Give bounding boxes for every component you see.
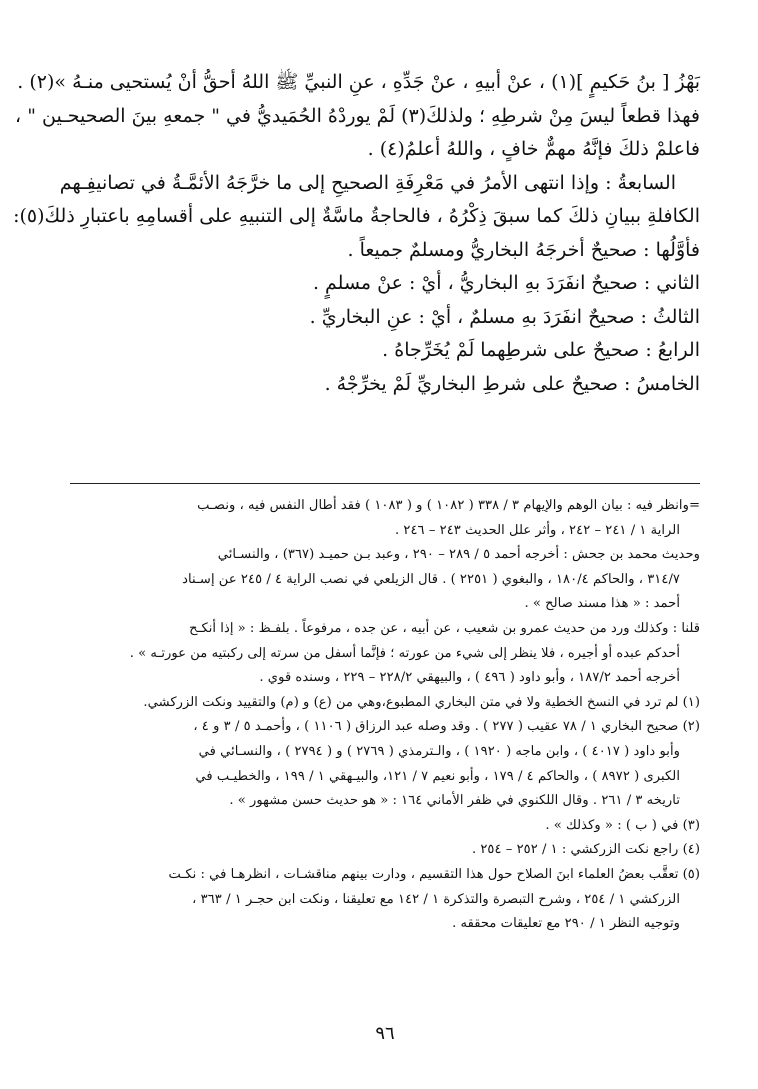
book-page — [13, 66, 700, 1066]
main-line: الثاني : صحيحٌ انفَرَدَ بهِ البخاريُّ ، أيْ : عنْ مسلمٍ . — [312, 272, 700, 294]
main-text — [13, 66, 700, 401]
main-line: فأوَّلُها : صحيحٌ أخرجَهُ البخاريُّ ومسلمٌ جميعاً . — [347, 238, 700, 261]
page-number: ٩٦ — [375, 1023, 395, 1044]
footnote-line: (١) لم ترد في النسخ الخطية ولا في متن البخاري المطبوع،وهي من (ع) و (م) والتقييد ونكت الزركشي. — [143, 694, 700, 710]
footnote-line: الكبرى ( ٨٩٧٢ ) ، والحاكم ٤ / ١٧٩ ، وأبو نعيم ٧ / ١٢١، والبيـهقي ١ / ١٩٩ ، والخطيـب في — [195, 768, 680, 784]
footnote-line: وحديث محمد بن جحش : أخرجه أحمد ٥ / ٢٨٩ – ٢٩٠ ، وعبد بـن حميـد (٣٦٧) ، والنسـائي — [217, 547, 700, 563]
footnote-line: قلنا : وكذلك ورد من حديث عمرو بن شعيب ، عن أبيه ، عن جده ، مرفوعاً . بلفـظ : « إذا أنكـح — [189, 620, 700, 636]
main-line: الكافلةِ ببيانِ ذلكَ كما سبقَ ذِكْرُهُ ، فالحاجةُ ماسَّةٌ إلى التنبيهِ على أقسامِهِ باعتبارِ ذلكَ(٥): — [13, 205, 700, 227]
main-line: بَهْزُ [ بنُ حَكيمٍ ](١) ، عنْ أبيهِ ، عنْ جَدِّهِ ، عنِ النبيِّ ﷺ اللهُ أحقُّ أنْ يُستحيى منـهُ »(٢) . — [17, 71, 700, 93]
main-line: الثالثُ : صحيحٌ انفَرَدَ بهِ مسلمٌ ، أيْ : عنِ البخاريِّ . — [309, 305, 700, 328]
main-line: السابعةُ : وإذا انتهى الأمرُ في مَعْرِفَةِ الصحيحِ إلى ما خرَّجَهُ الأئمَّـةُ في تصانيفِـهم — [59, 171, 676, 194]
footnote-line: الزركشي ١ / ٢٥٤ ، وشرح التبصرة والتذكرة ١ / ١٤٢ مع تعليقنا ، ونكت ابن حجـر ١ / ٣٦٣ ، — [192, 891, 680, 907]
footnote-line: أحمد : « هذا مسند صالح » . — [524, 596, 680, 612]
footnote-line: (٥) تعقَّب بعضُ العلماء ابنَ الصلاح حول هذا التقسيم ، ودارت بينهم مناقشـات ، انظرهـا في : نكـت — [168, 866, 700, 882]
footnote-line: (٣) في ( ب ) : « وكذلك » . — [545, 817, 700, 833]
footnote-line: أخرجه أحمد ١٨٧/٢ ، وأبو داود ( ٤٩٦ ) ، والبيهقي ٢٢٨/٢ – ٢٢٩ ، وسنده قوي . — [259, 670, 680, 686]
main-line: فاعلمْ ذلكَ فإنَّهُ مهمٌّ خافٍ ، واللهُ أعلمُ(٤) . — [367, 138, 700, 160]
footnote-line: (٢) صحيح البخاري ١ / ٧٨ عقيب ( ٢٧٧ ) . وقد وصله عبد الرزاق ( ١١٠٦ ) ، وأحمـد ٥ / ٣ و ٤ ، — [193, 719, 700, 735]
footnotes — [70, 494, 700, 937]
footnote-line: (٤) راجع نكت الزركشي : ١ / ٢٥٢ – ٢٥٤ . — [471, 842, 700, 858]
main-line: فهذا قطعاً ليسَ مِنْ شرطِهِ ؛ ولذلكَ(٣) لَمْ يوردْهُ الحُمَيديُّ في " جمعهِ بينَ الصحيحـين " ، — [15, 104, 700, 127]
main-line: الرابعُ : صحيحٌ على شرطِهما لَمْ يُخَرِّجاهُ . — [382, 339, 700, 361]
footnote-line: =وانظر فيه : بيان الوهم والإيهام ٣ / ٣٣٨ ( ١٠٨٢ ) و ( ١٠٨٣ ) فقد أطال النفس فيه ، ونصـب — [197, 498, 700, 513]
main-line: الخامسُ : صحيحٌ على شرطِ البخاريِّ لَمْ يخرِّجْهُ . — [324, 372, 700, 395]
footnote-line: وتوجيه النظر ١ / ٢٩٠ مع تعليقات محققه . — [452, 916, 680, 932]
footnote-line: ٣١٤/٧ ، والحاكم ١٨٠/٤ ، والبغوي ( ٢٢٥١ ) . قال الزيلعي في نصب الراية ٤ / ٢٤٥ عن إسـناد — [182, 571, 680, 587]
footnote-line: الراية ١ / ٢٤١ – ٢٤٢ ، وأثر علل الحديث ٢٤٣ – ٢٤٦ . — [395, 522, 680, 538]
footnote-line: وأبو داود ( ٤٠١٧ ) ، وابن ماجه ( ١٩٢٠ ) ، والـترمذي ( ٢٧٦٩ ) و ( ٢٧٩٤ ) ، والنسـائي في — [198, 743, 680, 759]
footnote-line: تاريخه ٣ / ٢٦١ . وقال اللكنوي في ظفر الأماني ١٦٤ : « هو حديث حسن مشهور » . — [229, 793, 680, 809]
footnote-separator — [70, 483, 700, 484]
footnote-line: أحدكم عبده أو أجيره ، فلا ينظر إلى شيء من عورته ؛ فإنَّما أسفل من سرته إلى ركبتيه من عورتـه » . — [129, 645, 680, 661]
